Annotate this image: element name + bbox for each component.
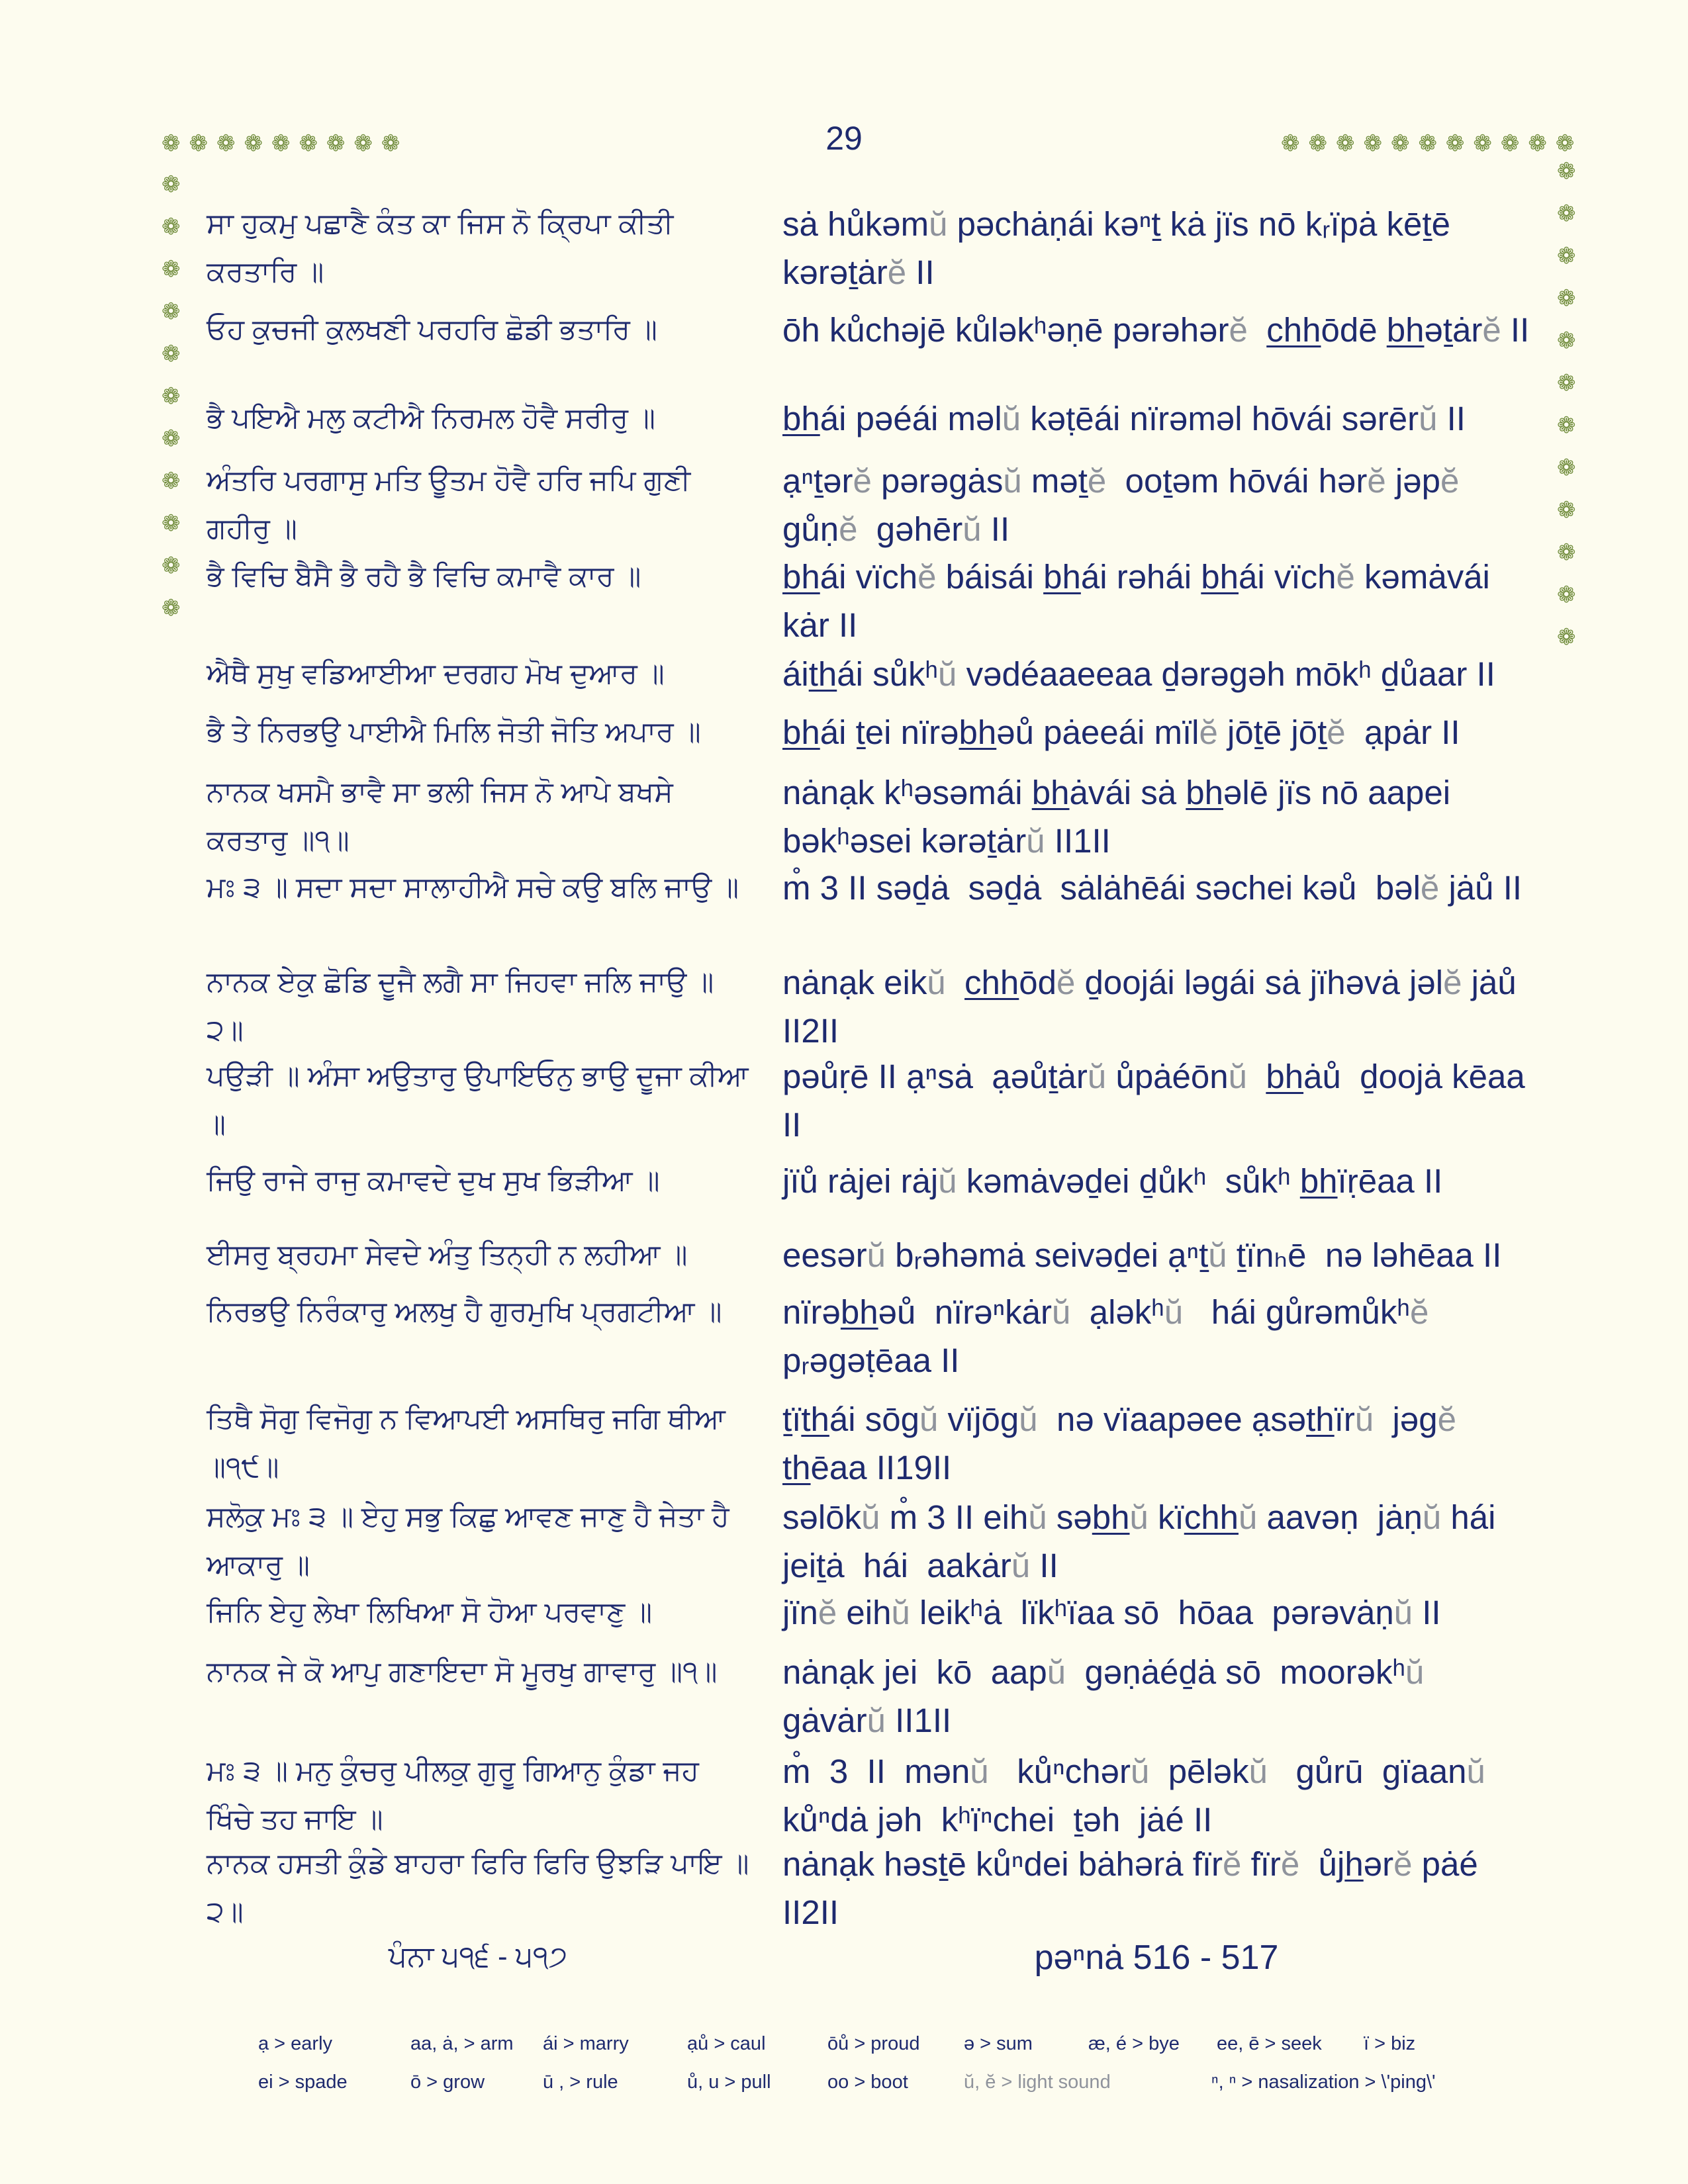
transliteration-text: eesər [782, 1236, 867, 1274]
transliteration-line [782, 1493, 1530, 1590]
transliteration-text: m̊ 3 II eih [880, 1498, 1029, 1536]
light-sound-mark: ŭ [927, 964, 946, 1001]
page-number: 29 [825, 120, 863, 157]
light-sound-mark: ŭ [938, 1162, 957, 1200]
aspirate-underline: h [1344, 1845, 1364, 1883]
light-sound-mark: ŭ [1208, 1236, 1227, 1274]
gurmukhi-line: ਪਉੜੀ ॥ ਅੰਸਾ ਅਉਤਾਰੁ ਉਪਾਇਓਨੁ ਭਾਉ ਦੂਜਾ ਕੀਆ ॥ [207, 1060, 749, 1140]
ornament-flower-icon: ❁ [162, 214, 181, 240]
transliteration-text: nȧnạk kʰəsəmái [782, 774, 1032, 811]
light-sound-mark: ĕ [1440, 462, 1460, 500]
light-sound-mark: ŭ [1002, 400, 1021, 437]
transliteration-text: pȧé II2II [782, 1845, 1487, 1931]
transliteration-text: m̊ 3 II səḏȧ səḏȧ sȧlȧhēái səchei kəů bəl [782, 869, 1421, 907]
transliteration-text: kəmȧvəḏei ḏůkʰ sůkʰ [957, 1162, 1300, 1200]
gurmukhi-line: ਮਃ ੩ ॥ ਸਦਾ ਸਦਾ ਸਾਲਾਹੀਐ ਸਚੇ ਕਉ ਬਲਿ ਜਾਉ ॥ [207, 872, 739, 903]
ornament-flower-icon: ❁ [1557, 540, 1576, 565]
transliteration-text: nȧnạk eik [782, 964, 927, 1001]
transliteration-text: jəp [1385, 462, 1440, 500]
aspirate-underline: bh [1386, 311, 1425, 349]
transliteration-line [782, 1052, 1534, 1149]
transliteration-line [782, 1648, 1530, 1745]
transliteration-text: ạⁿṯər [782, 462, 853, 500]
legend-item: ů, u > pull [687, 2071, 771, 2093]
transliteration-text: ïṛēaa II [1337, 1162, 1443, 1200]
transliteration-text: eih [837, 1594, 892, 1631]
gurmukhi-line: ਨਾਨਕ ਜੇ ਕੋ ਆਪੁ ਗਣਾਇਦਾ ਸੋ ਮੂਰਖੁ ਗਾਵਾਰੁ ॥੧॥ [207, 1656, 718, 1688]
legend-item: ee, ē > seek [1217, 2033, 1322, 2054]
gurmukhi-line: ਭੈ ਤੇ ਨਿਰਭਉ ਪਾਈਐ ਮਿਲਿ ਜੋਤੀ ਜੋਤਿ ਅਪਾਰ ॥ [207, 716, 701, 748]
light-sound-mark: ĕ [917, 558, 937, 596]
transliteration-text [1247, 1058, 1266, 1095]
transliteration-line [782, 200, 1530, 296]
transliteration-line [782, 457, 1530, 553]
light-sound-mark: ĕ [1420, 869, 1440, 907]
gurmukhi-line: ਨਾਨਕ ਏਕੁ ਛੋਡਿ ਦੂਜੈ ਲਗੈ ਸਾ ਜਿਹਵਾ ਜਲਿ ਜਾਉ ॥੨॥ [207, 966, 714, 1046]
gurmukhi-line: ਓਹ ਕੁਚਜੀ ਕੁਲਖਣੀ ਪਰਹਰਿ ਛੋਡੀ ਭਤਾਰਿ ॥ [207, 314, 657, 345]
light-sound-mark: ĕ [1280, 1845, 1300, 1883]
ornament-flower-icon: ❁ [162, 257, 181, 282]
aspirate-underline: bh [1299, 1162, 1338, 1200]
gurmukhi-line: ਜਿਉ ਰਾਜੇ ਰਾਜੁ ਕਮਾਵਦੇ ਦੁਖ ਸੁਖ ਭਿੜੀਆ ॥ [207, 1165, 660, 1197]
transliteration-text [1248, 311, 1266, 349]
light-sound-mark: ŭ [938, 655, 957, 693]
transliteration-text: ōh kůchəjē kůləkʰəṇē pərəhər [782, 311, 1229, 349]
transliteration-text: ḏoojái ləgái sȧ jïhəvȧ jəl [1075, 964, 1444, 1001]
light-sound-mark: ŭ [891, 1594, 910, 1631]
legend-item: ạ > early [258, 2033, 333, 2054]
ornament-flower-icon: ❁ [162, 553, 181, 578]
ornament-flower-icon: ❁ [1557, 582, 1576, 608]
transliteration-text: ái rəhái [1080, 558, 1201, 596]
light-sound-mark: ĕ [1443, 964, 1462, 1001]
ornament-flower-icon: ❁ [1557, 455, 1576, 480]
transliteration-text: pᵣəgəṭēaa II [782, 1293, 1438, 1379]
light-sound-mark: ĕ [1229, 311, 1248, 349]
transliteration-text: ər [1363, 1845, 1394, 1883]
legend-item: aa, ȧ, > arm [410, 2033, 514, 2054]
light-sound-mark: ŭ [1466, 1752, 1485, 1790]
transliteration-text: ůj [1299, 1845, 1345, 1883]
transliteration-text: ái sůkʰ [837, 655, 939, 693]
aspirate-underline: bh [840, 1293, 878, 1331]
transliteration-text: ȧů ḏoojȧ kēaa II [782, 1058, 1534, 1144]
light-sound-mark: ĕ [887, 253, 907, 291]
gurmukhi-line: ਜਿਨਿ ਏਹੁ ਲੇਖਾ ਲਿਖਿਆ ਸੋ ਹੋਆ ਪਰਵਾਣੁ ॥ [207, 1596, 653, 1628]
legend-item: ŭ, ĕ > light sound [964, 2071, 1111, 2093]
transliteration-text: ōd [1019, 964, 1057, 1001]
transliteration-text: sə [1047, 1498, 1092, 1536]
transliteration-text: ạpȧr II [1345, 713, 1460, 751]
aspirate-underline: chh [1184, 1498, 1239, 1536]
transliteration-line [782, 958, 1530, 1055]
transliteration-text: vïjōg [938, 1400, 1019, 1438]
transliteration-text: bᵣəhəmȧ seivəḏei ạⁿṯ [885, 1236, 1209, 1274]
ornament-border-right [1557, 160, 1576, 649]
transliteration-line [782, 1588, 1530, 1637]
transliteration-text: ái sōg [829, 1400, 919, 1438]
gurmukhi-line: ਨਾਨਕ ਖਸਮੈ ਭਾਵੈ ਸਾ ਭਲੀ ਜਿਸ ਨੋ ਆਪੇ ਬਖਸੇ ਕਰਤਾਰੁ ॥੧॥ [207, 776, 673, 856]
aspirate-underline: bh [1092, 1498, 1130, 1536]
transliteration-line [782, 864, 1530, 912]
transliteration-line [782, 1288, 1530, 1385]
light-sound-mark: ĕ [1393, 1845, 1413, 1883]
transliteration-text: ēaa II19II [810, 1449, 952, 1486]
legend-item: ei > spade [258, 2071, 348, 2093]
aspirate-underline: chh [1266, 311, 1321, 349]
light-sound-mark: ŭ [1019, 1400, 1038, 1438]
transliteration-text: jȧů II [1439, 869, 1523, 907]
light-sound-mark: ŭ [1129, 1498, 1149, 1536]
gurmukhi-line: ਨਾਨਕ ਹਸਤੀ ਕੁੰਡੇ ਬਾਹਰਾ ਫਿਰਿ ਫਿਰਿ ਉਝੜਿ ਪਾਇ ॥੨॥ [207, 1848, 749, 1928]
transliteration-line [782, 650, 1530, 698]
light-sound-mark: ŭ [962, 510, 982, 548]
light-sound-mark: ŭ [1047, 1653, 1066, 1691]
transliteration-text: ái vïch [820, 558, 918, 596]
ornament-flower-icon: ❁ [162, 384, 181, 409]
legend-item: ōů > proud [827, 2033, 920, 2054]
legend-item: ái > marry [543, 2033, 629, 2054]
light-sound-mark: ŭ [1087, 1058, 1107, 1095]
transliteration-text: əlē jïs nō aapei bəkʰəsei kərəṯȧr [782, 774, 1460, 860]
transliteration-text: ṯïnₕē nə ləhēaa II [1227, 1236, 1502, 1274]
light-sound-mark: ŭ [929, 205, 948, 243]
transliteration-line [782, 394, 1530, 443]
transliteration-text: II [1413, 1594, 1441, 1631]
transliteration-line [782, 306, 1530, 354]
ornament-flower-icon: ❁ [162, 172, 181, 197]
ornament-flower-icon: ❁ [162, 596, 181, 621]
transliteration-text: gəhēr [857, 510, 963, 548]
transliteration-text: pəchȧṇái kəⁿṯ kȧ jïs nō kᵣïpȧ kēṯē kərəṯȧr [782, 205, 1460, 291]
transliteration-text: jïn [782, 1594, 818, 1631]
light-sound-mark: ĕ [1437, 1400, 1456, 1438]
page-ref-roman: pəⁿnȧ 516 - 517 [1034, 1938, 1279, 1977]
pronunciation-legend [258, 2033, 1516, 2110]
transliteration-text: II [1437, 400, 1466, 437]
light-sound-mark: ĕ [1056, 964, 1076, 1001]
transliteration-line [782, 1395, 1530, 1492]
ornament-flower-icon: ❁ [162, 299, 181, 324]
legend-item: ū , > rule [543, 2071, 618, 2093]
light-sound-mark: ŭ [1228, 1058, 1248, 1095]
transliteration-text: kəṭēái nïrəməl hōvái sərēr [1021, 400, 1419, 437]
gurmukhi-line: ਤਿਥੈ ਸੋਗੁ ਵਿਜੋਗੁ ਨ ਵਿਆਪਈ ਅਸਥਿਰੁ ਜਗਿ ਥੀਆ ॥੧੯॥ [207, 1403, 726, 1483]
legend-item: æ, é > bye [1088, 2033, 1180, 2054]
light-sound-mark: ŭ [1130, 1752, 1150, 1790]
ornament-flower-icon: ❁ [1557, 201, 1576, 226]
ornament-border-left [162, 173, 181, 619]
light-sound-mark: ŭ [1248, 1752, 1268, 1790]
transliteration-text: vədéaaeeaa ḏərəgəh mōkʰ ḏůaar II [957, 655, 1495, 693]
ornament-flower-icon: ❁ [1557, 244, 1576, 269]
light-sound-mark: ŭ [1393, 1594, 1413, 1631]
gurmukhi-line: ਨਿਰਭਉ ਨਿਰੰਕਾਰੁ ਅਲਖੁ ਹੈ ਗੁਰਮੁਖਿ ਪ੍ਰਗਟੀਆ ॥ [207, 1296, 722, 1328]
gurmukhi-line: ਸਾ ਹੁਕਮੁ ਪਛਾਣੈ ਕੰਤ ਕਾ ਜਿਸ ਨੋ ਕ੍ਰਿਪਾ ਕੀਤੀ ਕਰਤਾਰਿ ॥ [207, 208, 674, 288]
transliteration-text: pəůṛē II ạⁿsȧ ạəůṯȧr [782, 1058, 1088, 1095]
transliteration-text: pərəgȧs [871, 462, 1004, 500]
transliteration-text [946, 964, 964, 1001]
aspirate-underline: bh [782, 713, 820, 751]
transliteration-text: hái jeiṯȧ hái aakȧr [782, 1498, 1505, 1584]
ornament-flower-icon: ❁ [1557, 413, 1576, 438]
light-sound-mark: ŭ [867, 1702, 886, 1739]
transliteration-text: jōṯē jōṯ [1217, 713, 1327, 751]
light-sound-mark: ĕ [1367, 462, 1386, 500]
transliteration-text: II1II [1045, 822, 1111, 860]
transliteration-text: leikʰȧ lïkʰïaa sō hōaa pərəvȧṇ [910, 1594, 1394, 1631]
transliteration-text: gəṇȧéḏȧ sō moorəkʰ [1066, 1653, 1406, 1691]
transliteration-text: məṯ [1021, 462, 1088, 500]
transliteration-text: aavəṇ jȧṇ [1257, 1498, 1423, 1536]
transliteration-text: ái ṯei nïrə [820, 713, 959, 751]
light-sound-mark: ŭ [1422, 1498, 1442, 1536]
light-sound-mark: ĕ [1087, 462, 1107, 500]
light-sound-mark: ŭ [1026, 822, 1045, 860]
transliteration-text: ooṯəm hōvái hər [1106, 462, 1368, 500]
gurmukhi-line: ਮਃ ੩ ॥ ਮਨੁ ਕੁੰਚਰੁ ਪੀਲਕੁ ਗੁਰੂ ਗਿਆਨੁ ਕੁੰਡਾ ਜਹ ਖਿੰਚੇ ਤਹ ਜਾਇ ॥ [207, 1755, 699, 1835]
transliteration-text: ȧvái sȧ [1069, 774, 1186, 811]
aspirate-underline: th [801, 1400, 829, 1438]
ornament-flower-icon: ❁ [162, 511, 181, 536]
transliteration-text: II [1501, 311, 1530, 349]
transliteration-text: gůṇ [782, 462, 1469, 548]
transliteration-text: sȧ hůkəm [782, 205, 929, 243]
transliteration-text: kəmȧvái kȧr II [782, 558, 1500, 644]
light-sound-mark: ŭ [1052, 1293, 1071, 1331]
ornament-flower-icon: ❁ [1557, 286, 1576, 311]
ornament-flower-icon: ❁ [162, 426, 181, 451]
ornament-flower-icon: ❁ [1557, 328, 1576, 353]
legend-item: ⁿ, ⁿ > nasalization > \'ping\' [1211, 2071, 1436, 2093]
transliteration-text: pēlək [1149, 1752, 1249, 1790]
legend-item: ï > biz [1364, 2033, 1416, 2054]
light-sound-mark: ŭ [1164, 1293, 1184, 1331]
legend-item: oo > boot [827, 2071, 908, 2093]
gurmukhi-line: ਈਸਰੁ ਬ੍ਰਹਮਾ ਸੇਵਦੇ ਅੰਤੁ ਤਿਨ੍ਹੀ ਨ ਲਹੀਆ ॥ [207, 1239, 688, 1271]
light-sound-mark: ŭ [919, 1400, 939, 1438]
light-sound-mark: ĕ [1223, 1845, 1242, 1883]
transliteration-text: ṯï [782, 1400, 802, 1438]
aspirate-underline: bh [1186, 774, 1223, 811]
transliteration-text: II [906, 253, 935, 291]
transliteration-text: kůⁿdȧ jəh kʰïⁿchei ṯəh jȧé II [782, 1752, 1495, 1839]
transliteration-text: ůpȧéōn [1106, 1058, 1229, 1095]
transliteration-text: ạləkʰ [1070, 1293, 1164, 1331]
light-sound-mark: ŭ [1028, 1498, 1047, 1536]
transliteration-text: jȧů II2II [782, 964, 1526, 1050]
transliteration-text: ái vïch [1239, 558, 1336, 596]
light-sound-mark: ĕ [1336, 558, 1355, 596]
ornament-flower-icon: ❁ [162, 341, 181, 367]
light-sound-mark: ŭ [1405, 1653, 1425, 1691]
ornament-flower-icon: ❁ [162, 469, 181, 494]
transliteration-line [782, 1840, 1530, 1936]
transliteration-text: II [1030, 1547, 1058, 1584]
transliteration-text: gůrū gïaan [1268, 1752, 1467, 1790]
light-sound-mark: ĕ [1482, 311, 1501, 349]
light-sound-mark: ŭ [1354, 1400, 1374, 1438]
gurmukhi-line: ਭੈ ਪਇਐ ਮਲੁ ਕਟੀਐ ਨਿਰਮਲ ਹੋਵੈ ਸਰੀਰੁ ॥ [207, 402, 655, 434]
aspirate-underline: chh [964, 964, 1019, 1001]
aspirate-underline: bh [1201, 558, 1239, 596]
gurmukhi-line: ਭੈ ਵਿਚਿ ਬੈਸੈ ਭੈ ਰਹੈ ਭੈ ਵਿਚਿ ਕਮਾਵੈ ਕਾਰ ॥ [207, 561, 641, 592]
transliteration-line [782, 1747, 1530, 1844]
light-sound-mark: ĕ [853, 462, 872, 500]
transliteration-line [782, 1157, 1530, 1205]
legend-row [258, 2071, 1516, 2110]
transliteration-text: nȧnạk həsṯē kůⁿdei bȧhərȧ fïr [782, 1845, 1223, 1883]
light-sound-mark: ŭ [861, 1498, 880, 1536]
aspirate-underline: bh [1266, 1058, 1304, 1095]
transliteration-text: nȧnạk jei kō aap [782, 1653, 1047, 1691]
light-sound-mark: ĕ [818, 1594, 837, 1631]
transliteration-text [1456, 1400, 1466, 1438]
transliteration-text: ái pəéái məl [820, 400, 1002, 437]
aspirate-underline: bh [959, 713, 997, 751]
transliteration-text: nïrə [782, 1293, 841, 1331]
ornament-flower-icon: ❁ [1557, 498, 1576, 523]
aspirate-underline: bh [1031, 774, 1070, 811]
transliteration-text: jəg [1374, 1400, 1438, 1438]
legend-item: ō > grow [410, 2071, 485, 2093]
gurmukhi-line: ਅੰਤਰਿ ਪਰਗਾਸੁ ਮਤਿ ਊਤਮ ਹੋਵੈ ਹਰਿ ਜਪਿ ਗੁਣੀ ਗਹੀਰੁ ॥ [207, 465, 691, 545]
transliteration-text: II1II [885, 1702, 952, 1739]
light-sound-mark: ŭ [867, 1236, 886, 1274]
light-sound-mark: ĕ [1327, 713, 1346, 751]
transliteration-text: əṯȧr [1424, 311, 1483, 349]
page-ref-gurmukhi: ਪੰਨਾ ੫੧੬ - ੫੧੭ [388, 1940, 568, 1973]
transliteration-text: əů nïrəⁿkȧr [878, 1293, 1053, 1331]
light-sound-mark: ŭ [970, 1752, 989, 1790]
transliteration-text: hái gůrəmůkʰ [1183, 1293, 1410, 1331]
transliteration-text: gȧvȧr [782, 1653, 1434, 1739]
aspirate-underline: bh [1043, 558, 1081, 596]
ornament-flower-icon: ❁ [1557, 625, 1576, 650]
transliteration-line [782, 768, 1530, 865]
gurmukhi-line: ਸਲੋਕੁ ਮਃ ੩ ॥ ਏਹੁ ਸਭੁ ਕਿਛੁ ਆਵਣ ਜਾਣੁ ਹੈ ਜੇਤਾ ਹੈ ਆਕਾਰੁ ॥ [207, 1501, 729, 1581]
transliteration-text: báisái [936, 558, 1044, 596]
transliteration-line [782, 1231, 1530, 1279]
light-sound-mark: ŭ [1238, 1498, 1258, 1536]
legend-item: ạů > caul [687, 2033, 766, 2054]
transliteration-text: səlōk [782, 1498, 862, 1536]
transliteration-text: kï [1148, 1498, 1184, 1536]
ornament-border-top-right: ❁❁❁❁❁❁❁❁❁❁❁ [1281, 131, 1583, 156]
aspirate-underline: bh [782, 558, 820, 596]
transliteration-text: fïr [1241, 1845, 1281, 1883]
transliteration-text: ïr [1334, 1400, 1355, 1438]
transliteration-text: II [981, 510, 1010, 548]
aspirate-underline: bh [782, 400, 820, 437]
aspirate-underline: th [782, 1449, 811, 1486]
transliteration-text: əů pȧeeái mïl [996, 713, 1199, 751]
light-sound-mark: ĕ [1199, 713, 1218, 751]
transliteration-text: jïů rȧjei rȧj [782, 1162, 939, 1200]
transliteration-line [782, 708, 1530, 756]
legend-row [258, 2033, 1516, 2071]
transliteration-text: ōdē [1321, 311, 1387, 349]
ornament-flower-icon: ❁ [1557, 159, 1576, 184]
aspirate-underline: th [808, 655, 837, 693]
aspirate-underline: th [1306, 1400, 1335, 1438]
gurmukhi-line: ਐਥੈ ਸੁਖੁ ਵਡਿਆਈਆ ਦਰਗਹ ਮੋਖ ਦੁਆਰ ॥ [207, 658, 665, 690]
transliteration-line [782, 553, 1530, 649]
legend-item: ə > sum [964, 2033, 1033, 2054]
ornament-border-top-left: ❁❁❁❁❁❁❁❁❁ [162, 131, 409, 156]
light-sound-mark: ĕ [839, 510, 858, 548]
light-sound-mark: ŭ [1003, 462, 1022, 500]
transliteration-text: nə vïaapəee ạsə [1037, 1400, 1307, 1438]
transliteration-text: m̊ 3 II mən [782, 1752, 970, 1790]
light-sound-mark: ŭ [1011, 1547, 1031, 1584]
transliteration-text: ái [782, 655, 809, 693]
transliteration-text: kůⁿchər [988, 1752, 1131, 1790]
light-sound-mark: ĕ [1409, 1293, 1429, 1331]
ornament-flower-icon: ❁ [1557, 371, 1576, 396]
light-sound-mark: ŭ [1419, 400, 1438, 437]
